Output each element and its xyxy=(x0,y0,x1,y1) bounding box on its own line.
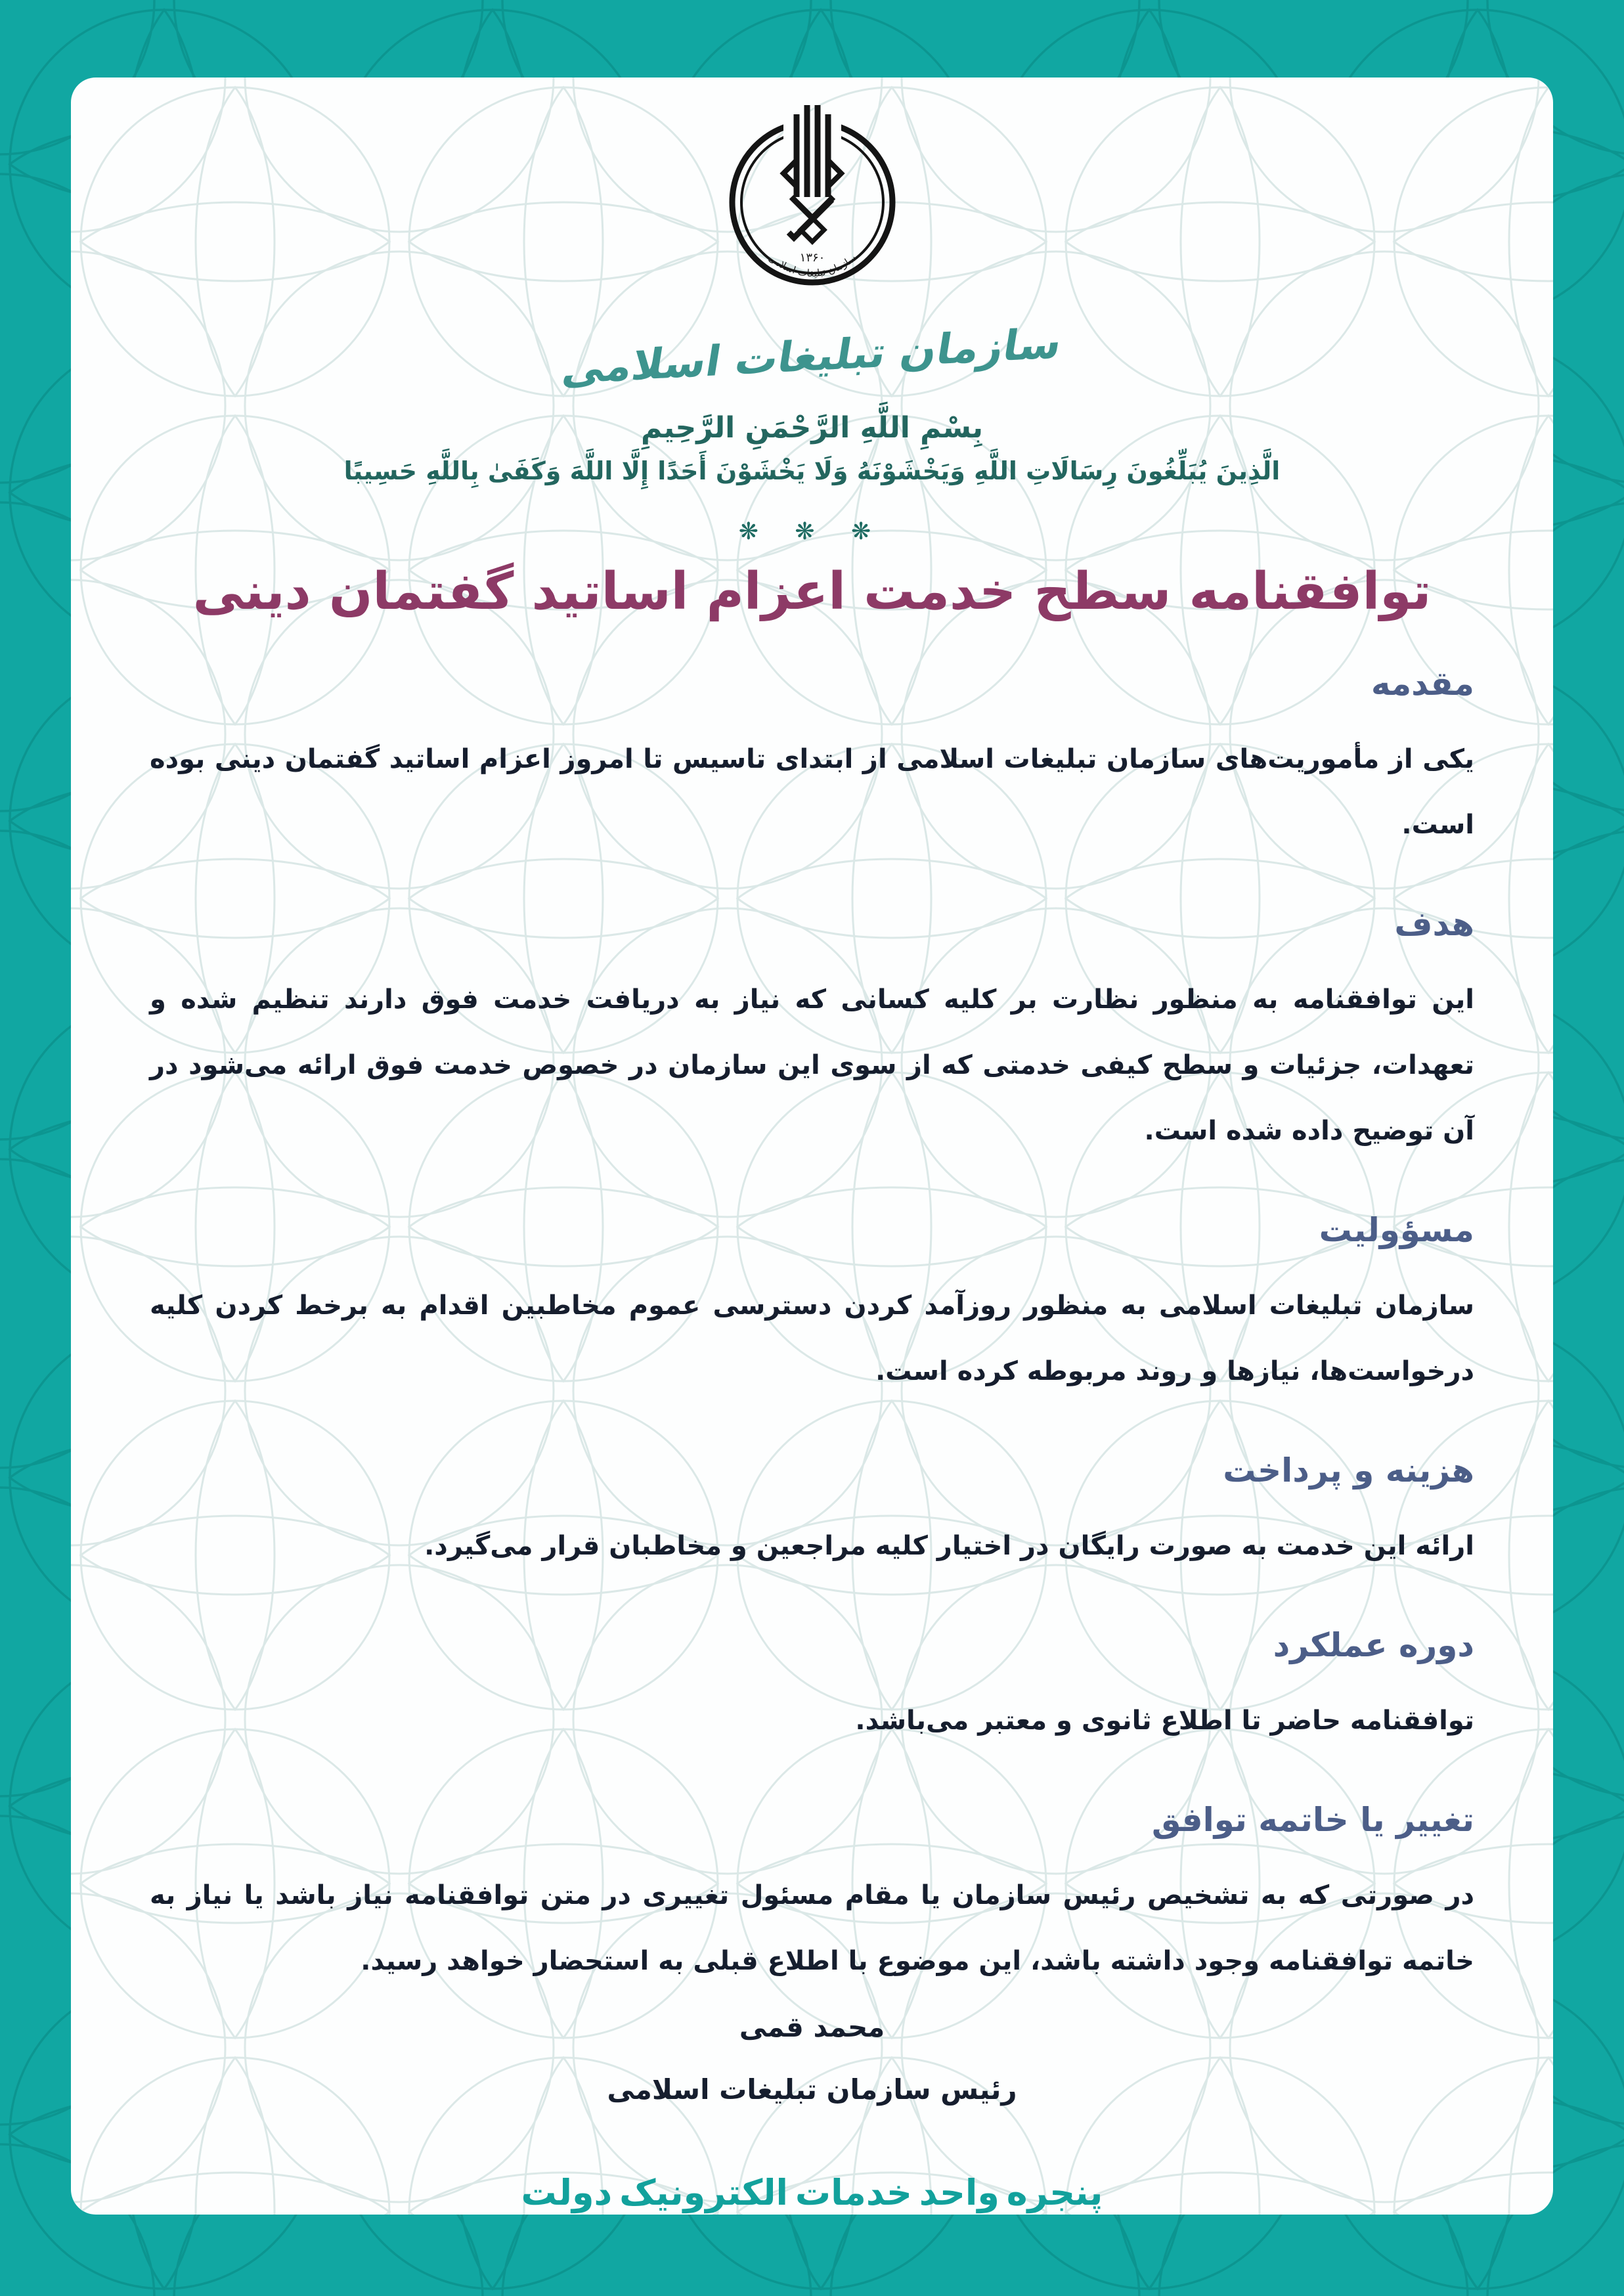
signature-block xyxy=(71,2011,1553,2106)
document-title: توافقنامه سطح خدمت اعزام اساتید گفتمان دینی xyxy=(192,562,1432,621)
emblem-year: ۱۳۶۰ xyxy=(799,251,825,265)
organization-signature-calligraphy: سازمان تبلیغات اسلامی xyxy=(559,319,1065,394)
section-body: توافقنامه حاضر تا اطلاع ثانوی و معتبر می‌باشد. xyxy=(855,1706,1474,1736)
stars-separator: ❋ ❋ ❋ xyxy=(738,518,886,545)
section-heading: مسؤولیت xyxy=(1319,1211,1474,1249)
document-page xyxy=(71,77,1553,2215)
section-responsibility xyxy=(150,1210,1474,1404)
section-performance-period xyxy=(150,1625,1474,1754)
section-heading: مقدمه xyxy=(1371,665,1474,703)
quran-verse: الَّذِينَ يُبَلِّغُونَ رِسَالَاتِ اللَّهِ وَيَخْشَوْنَهُ وَلَا يَخْشَوْنَ أَحَدًا إِلَّا اللَّهَ وَكَفَىٰ بِاللَّهِ حَسِيبًا xyxy=(343,456,1281,485)
section-goal xyxy=(150,904,1474,1164)
section-body: در صورتی که به تشخیص رئیس سازمان یا مقام مسئول تغییری در متن توافقنامه نیاز باشد یا نیاز به خاتمه توافقنامه وجود داشته باشد، این موضوع با اطلاع قبلی به استحضار خواهد رسید. xyxy=(150,1880,1474,1976)
signatory-role: رئیس سازمان تبلیغات اسلامی xyxy=(607,2073,1017,2106)
section-body: ارائه این خدمت به صورت رایگان در اختیار کلیه مراجعین و مخاطبان قرار می‌گیرد. xyxy=(424,1531,1474,1561)
footer-text: پنجره واحد خدمات الکترونیک دولت xyxy=(521,2172,1103,2213)
section-change-termination xyxy=(150,1799,1474,1994)
organization-emblem xyxy=(727,99,898,331)
section-body: سازمان تبلیغات اسلامی به منظور روزآمد کردن دسترسی عموم مخاطبین اقدام به برخط کردن کلیه درخواست‌ها، نیازها و روند مربوطه کرده است. xyxy=(150,1291,1474,1386)
sections-container xyxy=(71,663,1553,1994)
signatory-name: محمد قمی xyxy=(739,2011,885,2043)
section-cost-payment xyxy=(150,1450,1474,1579)
document-content xyxy=(71,99,1553,2215)
section-heading: هدف xyxy=(1394,905,1474,943)
section-introduction xyxy=(150,663,1474,858)
section-heading: هزینه و پرداخت xyxy=(1223,1451,1474,1490)
section-heading: دوره عملکرد xyxy=(1273,1626,1474,1664)
basmala-text: بِسْمِ اللَّهِ الرَّحْمَنِ الرَّحِيمِ xyxy=(641,411,983,445)
emblem-ring-text: سازمان تبلیغات اسلامی xyxy=(766,252,858,280)
section-body: یکی از مأموریت‌های سازمان تبلیغات اسلامی از ابتدای تاسیس تا امروز اعزام اساتید گفتمان دینی بوده است. xyxy=(150,744,1474,840)
section-body: این توافقنامه به منظور نظارت بر کلیه کسانی که نیاز به دریافت خدمت فوق دارند تنظیم شده و تعهدات، جزئیات و سطح کیفی خدمتی که از سوی این سازمان در خصوص خدمت فوق ارائه می‌شود در آن توضیح داده شده است. xyxy=(150,984,1474,1146)
section-heading: تغییر یا خاتمه توافق xyxy=(1151,1801,1474,1839)
